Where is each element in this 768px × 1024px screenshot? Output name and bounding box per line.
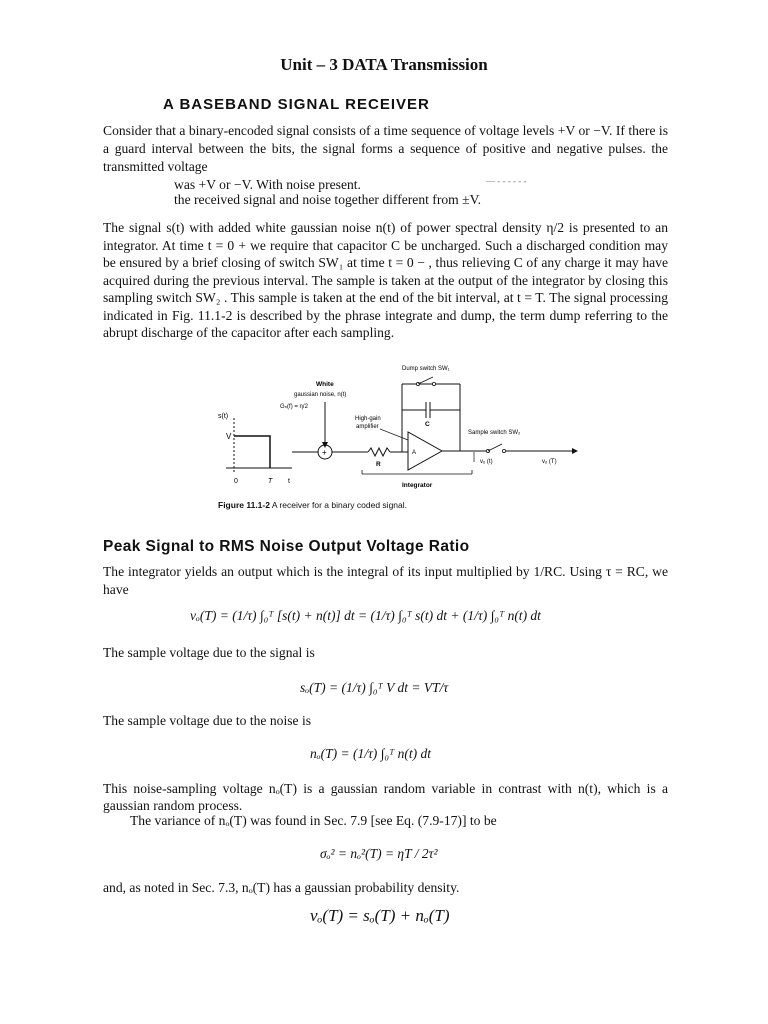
label-R: R [376,461,381,468]
paragraph-signal-sample: The sample voltage due to the signal is [103,645,315,660]
label-noise: gaussian noise, n(t) [294,392,347,398]
label-vo: vₒ (t) [480,459,493,465]
label-st: s(t) [218,413,229,420]
label-amplifier: amplifier [356,424,379,430]
label-psd: Gₙ(f) = η/2 [280,404,308,410]
figure-caption-text: A receiver for a binary coded signal. [271,500,408,510]
label-integrator: Integrator [402,482,433,489]
equation-vo: vₒ(T) = (1/τ) ∫₀ᵀ [s(t) + n(t)] dt = (1/τ) ∫₀ᵀ s(t) dt + (1/τ) ∫₀ᵀ n(t) dt [190,608,541,623]
paragraph-integrator: The signal s(t) with added white gaussian noise n(t) of power spectral density η/2 is presented to an integrator. At time t = 0 + we require that capacitor C be uncharged. Such a discharged condition may be ensured by a brief closing of switch SW₁ at time t = 0 − , thus relieving C of any charge it may have acquired during the previous interval. The sample is taken at the output of the integrator by closing this sampling switch SW₂ . This sample is taken at the end of the bit interval, at t = T. The signal processing indicated in Fig. 11.1-2 is described by the phrase integrate and dump, the term dump referring to the abrupt discharge of the capacitor after each sampling. [103,220,668,340]
label-v: V [226,432,232,441]
paragraph-integrator-output: The integrator yields an output which is the integral of its input multiplied by 1/RC. Using τ = RC, we have [103,564,668,597]
paragraph-intro-line2: was +V or −V. With noise present. [174,177,361,192]
label-voT: vₒ (T) [542,459,557,465]
label-zero: 0 [234,478,238,485]
paragraph-intro-line3: the received signal and noise together different from ±V. [174,192,482,207]
receiver-figure [212,362,582,512]
page-title: Unit – 3 DATA Transmission [280,55,488,74]
label-t: t [288,478,290,485]
section-heading-baseband: A BASEBAND SIGNAL RECEIVER [163,96,430,113]
paragraph-intro: Consider that a binary-encoded signal consists of a time sequence of voltage levels +V or −V. If there is a guard interval between the bits, the signal forms a sequence of positive and negative pulses. the transmitted voltage [103,123,668,174]
paragraph-gaussian-density: and, as noted in Sec. 7.3, nₒ(T) has a gaussian probability density. [103,880,460,895]
paragraph-noise-random-variable: This noise-sampling voltage nₒ(T) is a gaussian random variable in contrast with n(t), which is a gaussian random process. [103,781,668,813]
section-heading-peak-signal: Peak Signal to RMS Noise Output Voltage Ratio [103,538,470,555]
label-white: White [316,381,334,388]
equation-variance: σₒ² = nₒ²(T) = ηT / 2τ² [320,846,438,861]
label-sample-switch: Sample switch SW₂ [468,430,521,436]
equation-sum: vₒ(T) = sₒ(T) + nₒ(T) [310,906,450,925]
equation-so: sₒ(T) = (1/τ) ∫₀ᵀ V dt = VT/τ [300,680,449,695]
label-plus: + [322,448,327,457]
label-high-gain: High-gain [355,416,381,422]
paragraph-noise-sample: The sample voltage due to the noise is [103,713,312,728]
dashed-mark: — - - - - - - [486,176,527,186]
figure-caption [218,500,407,510]
label-T: T [268,478,273,485]
label-cap: C [425,421,430,428]
figure-caption-label: Figure 11.1-2 [218,500,270,510]
paragraph-variance: The variance of nₒ(T) was found in Sec. 7.9 [see Eq. (7.9-17)] to be [130,813,497,828]
equation-no: nₒ(T) = (1/τ) ∫₀ᵀ n(t) dt [310,746,432,761]
label-A: A [412,450,417,456]
label-dump-switch: Dump switch SW₁ [402,366,450,372]
